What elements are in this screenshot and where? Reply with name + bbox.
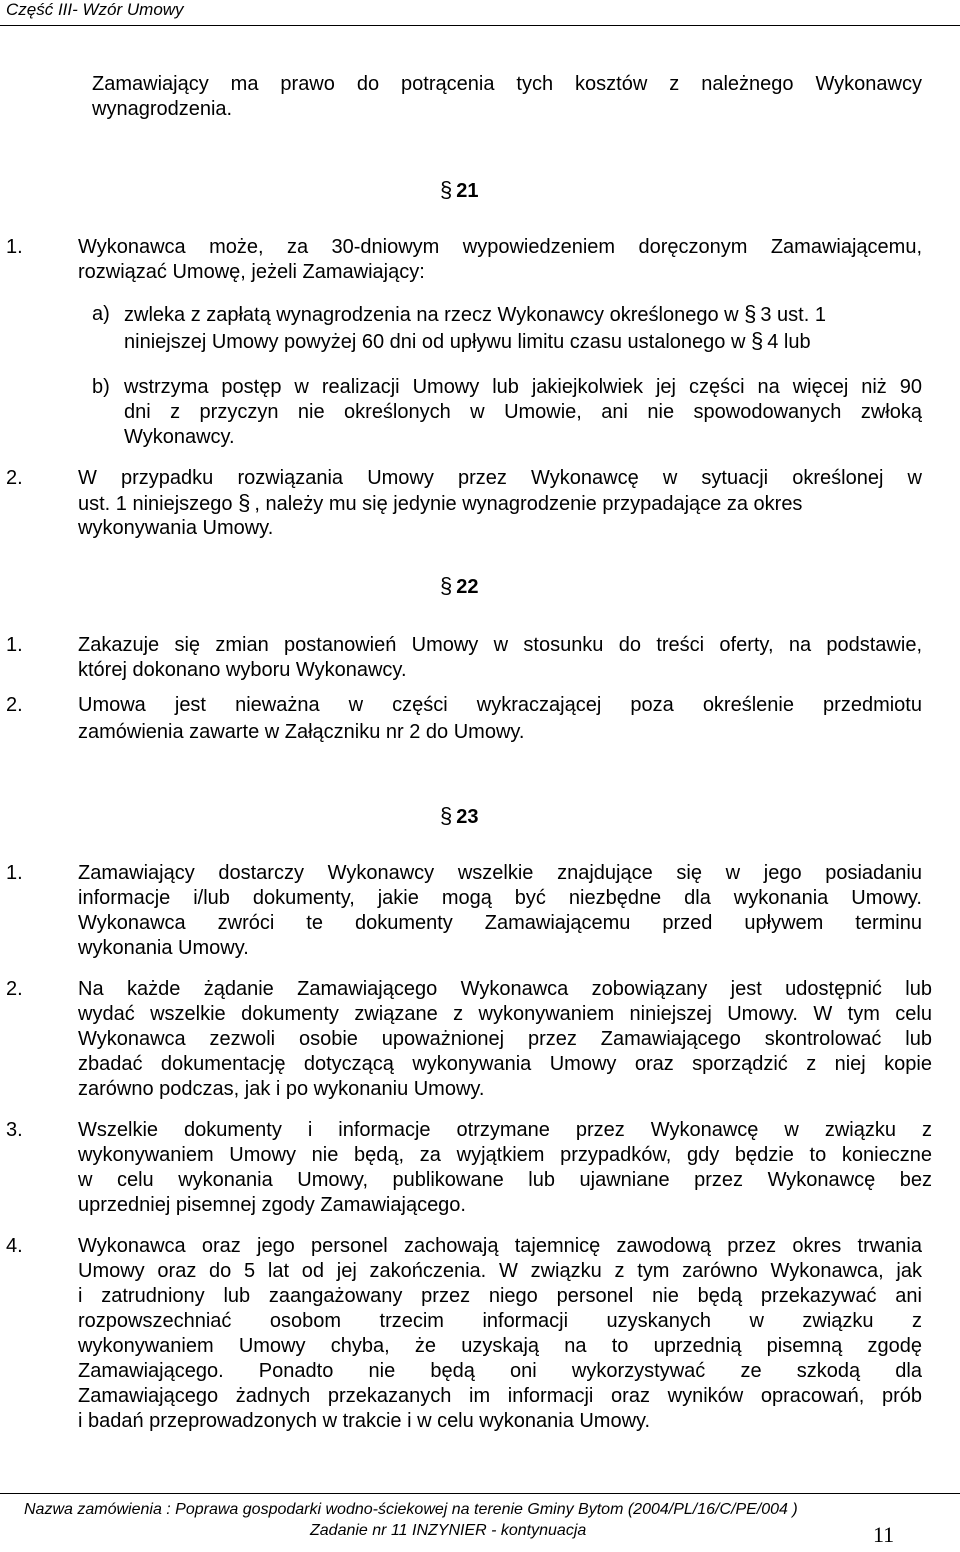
s23-p3-line-4: uprzedniej pisemnej zgody Zamawiającego.	[78, 1194, 466, 1216]
s22-p2-number: 2.	[6, 694, 23, 716]
s22-p1-line-2: której dokonano wyboru Wykonawcy.	[78, 659, 407, 681]
s21-item-a-line-2: niniejszej Umowy powyżej 60 dni od upływu limitu czasu ustalonego w § 4 lub	[124, 328, 811, 353]
section-23-heading	[440, 804, 479, 829]
s22-p2-line-2: zamówienia zawarte w Załączniku nr 2 do Umowy.	[78, 721, 525, 743]
s21-p2-line-1: W przypadku rozwiązania Umowy przez Wykonawcę w sytuacji określonej w	[78, 467, 922, 489]
s21-item-a-line-1: zwleka z zapłatą wynagrodzenia na rzecz Wykonawcy określonego w § 3 ust. 1	[124, 301, 826, 326]
section-21-heading	[440, 178, 479, 203]
s22-p2-line-1: Umowa jest nieważna w części wykraczającej poza określenie przedmiotu	[78, 694, 922, 716]
s21-p2-line-2: ust. 1 niniejszego § , należy mu się jedynie wynagrodzenie przypadające za okres	[78, 490, 803, 515]
s23-p4-line-4: rozpowszechniać osobom trzecim informacji uzyskanych w związku z	[78, 1310, 922, 1332]
intro-line-1: Zamawiający ma prawo do potrącenia tych kosztów z należnego Wykonawcy	[92, 73, 922, 95]
section-symbol: §	[238, 490, 251, 515]
s23-p1-line-4: wykonania Umowy.	[78, 937, 249, 959]
s21-item-b-marker: b)	[92, 376, 110, 398]
s22-p1-line-1: Zakazuje się zmian postanowień Umowy w stosunku do treści oferty, na podstawie,	[78, 634, 922, 656]
s21-p1-line-2: rozwiązać Umowę, jeżeli Zamawiający:	[78, 261, 425, 283]
section-number: 21	[456, 180, 479, 202]
section-symbol: §	[440, 177, 453, 202]
section-number: 23	[456, 806, 479, 828]
s23-p3-number: 3.	[6, 1119, 23, 1141]
s21-p1-line-1: Wykonawca może, za 30-dniowym wypowiedzeniem doręczonym Zamawiającemu,	[78, 236, 922, 258]
s23-p2-line-3: Wykonawca zezwoli osobie upoważnionej przez Zamawiającego skontrolować lub	[78, 1028, 932, 1050]
intro-line-2: wynagrodzenia.	[92, 98, 233, 120]
s23-p4-line-6: Zamawiającego. Ponadto nie będą oni wykorzystywać ze szkodą dla	[78, 1360, 922, 1382]
section-symbol: §	[440, 803, 453, 828]
s23-p1-line-3: Wykonawca zwróci te dokumenty Zamawiającemu przed upływem terminu	[78, 912, 922, 934]
s21-p2-line-3: wykonywania Umowy.	[78, 517, 274, 539]
s23-p1-number: 1.	[6, 862, 23, 884]
s23-p2-line-5: zarówno podczas, jak i po wykonaniu Umowy.	[78, 1078, 485, 1100]
s23-p4-line-8: i badań przeprowadzonych w trakcie i w celu wykonania Umowy.	[78, 1410, 651, 1432]
s21-p1-number: 1.	[6, 236, 23, 258]
s23-p3-line-1: Wszelkie dokumenty i informacje otrzymane przez Wykonawcę w związku z	[78, 1119, 932, 1141]
s23-p4-line-3: i zatrudniony lub zaangażowany przez niego personel nie będą przekazywać ani	[78, 1285, 922, 1307]
header-divider	[0, 25, 960, 26]
s21-p2-number: 2.	[6, 467, 23, 489]
footer-task-name: Zadanie nr 11 INZYNIER - kontynuacja	[310, 1522, 587, 1539]
footer-divider	[0, 1493, 960, 1494]
s23-p1-line-2: informacje i/lub dokumenty, jakie mogą być niezbędne dla wykonania Umowy.	[78, 887, 922, 909]
s21-item-b-line-1: wstrzyma postęp w realizacji Umowy lub jakiejkolwiek jej części na więcej niż 90	[124, 376, 922, 398]
s21-item-b-line-2: dni z przyczyn nie określonych w Umowie, ani nie spowodowanych zwłoką	[124, 401, 922, 423]
s23-p4-line-7: Zamawiającego żadnych przekazanych im informacji oraz wyników opracowań, prób	[78, 1385, 922, 1407]
s21-item-b-line-3: Wykonawcy.	[124, 426, 235, 448]
s23-p2-line-1: Na każde żądanie Zamawiającego Wykonawca zobowiązany jest udostępnić lub	[78, 978, 932, 1000]
s22-p1-number: 1.	[6, 634, 23, 656]
s23-p2-line-2: wydać wszelkie dokumenty związane z wykonywaniem niniejszej Umowy. W tym celu	[78, 1003, 932, 1025]
s23-p3-line-3: w celu wykonania Umowy, publikowane lub ujawniane przez Wykonawcę bez	[78, 1169, 932, 1191]
s23-p4-line-2: Umowy oraz do 5 lat od jej zakończenia. W związku z tym zarówno Wykonawca, jak	[78, 1260, 922, 1282]
s21-item-a-marker: a)	[92, 303, 110, 325]
section-number: 22	[456, 576, 479, 598]
section-symbol: §	[440, 573, 453, 598]
section-22-heading	[440, 574, 479, 599]
section-symbol: §	[750, 328, 764, 353]
s23-p2-line-4: zbadać dokumentację dotyczącą wykonywania Umowy oraz sporządzić z niej kopie	[78, 1053, 932, 1075]
s23-p4-number: 4.	[6, 1235, 23, 1257]
section-symbol: §	[744, 301, 757, 326]
s23-p3-line-2: wykonywaniem Umowy nie będą, za wyjątkiem przypadków, gdy będzie to konieczne	[78, 1144, 932, 1166]
s23-p2-number: 2.	[6, 978, 23, 1000]
document-header-title: Część III- Wzór Umowy	[6, 0, 184, 19]
s23-p4-line-1: Wykonawca oraz jego personel zachowają tajemnicę zawodową przez okres trwania	[78, 1235, 922, 1257]
s23-p1-line-1: Zamawiający dostarczy Wykonawcy wszelkie znajdujące się w jego posiadaniu	[78, 862, 922, 884]
footer-project-name: Nazwa zamówienia : Poprawa gospodarki wodno-ściekowej na terenie Gminy Bytom (2004/PL/16/C/PE/004 )	[24, 1501, 798, 1518]
s23-p4-line-5: wykonywaniem Umowy chyba, że uzyskają na to uprzednią pisemną zgodę	[78, 1335, 922, 1357]
page-number: 11	[873, 1522, 895, 1547]
